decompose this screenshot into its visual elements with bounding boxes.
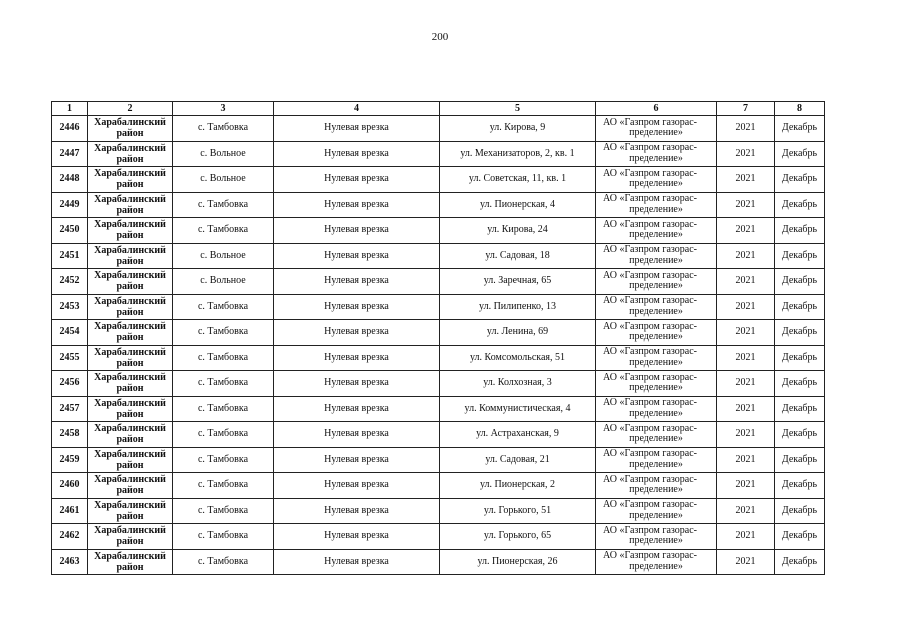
settlement-cell: с. Тамбовка xyxy=(173,473,274,499)
organization-line-1: АО «Газпром газорас- xyxy=(603,499,697,511)
organization-line-2: пределение» xyxy=(629,484,683,496)
settlement-cell: с. Тамбовка xyxy=(173,345,274,371)
district-line-1: Харабалинский xyxy=(94,550,166,562)
header-row xyxy=(52,102,825,116)
organization-cell xyxy=(596,269,717,295)
work-type-cell: Нулевая врезка xyxy=(274,116,440,142)
district-line-2: район xyxy=(116,281,144,293)
row-number-cell: 2449 xyxy=(52,192,88,218)
address-cell: ул. Заречная, 65 xyxy=(440,269,596,295)
row-number-cell: 2452 xyxy=(52,269,88,295)
row-number-cell: 2447 xyxy=(52,141,88,167)
year-cell: 2021 xyxy=(717,473,775,499)
district-cell xyxy=(88,498,173,524)
table-row xyxy=(52,396,825,422)
address-cell: ул. Пионерская, 2 xyxy=(440,473,596,499)
table-row xyxy=(52,167,825,193)
work-type-cell: Нулевая врезка xyxy=(274,269,440,295)
address-cell: ул. Пилипенко, 13 xyxy=(440,294,596,320)
district-cell xyxy=(88,294,173,320)
district-line-1: Харабалинский xyxy=(94,219,166,231)
year-cell: 2021 xyxy=(717,218,775,244)
organization-line-1: АО «Газпром газорас- xyxy=(603,142,697,154)
settlement-cell: с. Тамбовка xyxy=(173,498,274,524)
table-row xyxy=(52,498,825,524)
table-row xyxy=(52,192,825,218)
settlement-cell: с. Тамбовка xyxy=(173,396,274,422)
organization-cell xyxy=(596,116,717,142)
work-type-cell: Нулевая врезка xyxy=(274,371,440,397)
work-type-cell: Нулевая врезка xyxy=(274,524,440,550)
year-cell: 2021 xyxy=(717,320,775,346)
address-cell: ул. Коммунистическая, 4 xyxy=(440,396,596,422)
organization-line-1: АО «Газпром газорас- xyxy=(603,422,697,434)
settlement-cell: с. Тамбовка xyxy=(173,549,274,575)
organization-line-2: пределение» xyxy=(629,127,683,139)
column-header: 4 xyxy=(274,102,440,116)
district-cell xyxy=(88,473,173,499)
table-row xyxy=(52,218,825,244)
district-line-2: район xyxy=(116,485,144,497)
address-cell: ул. Механизаторов, 2, кв. 1 xyxy=(440,141,596,167)
district-line-2: район xyxy=(116,357,144,369)
month-cell: Декабрь xyxy=(775,320,825,346)
row-number-cell: 2453 xyxy=(52,294,88,320)
row-number-cell: 2461 xyxy=(52,498,88,524)
row-number-cell: 2458 xyxy=(52,422,88,448)
address-cell: ул. Колхозная, 3 xyxy=(440,371,596,397)
organization-line-2: пределение» xyxy=(629,254,683,266)
row-number-cell: 2448 xyxy=(52,167,88,193)
row-number-cell: 2463 xyxy=(52,549,88,575)
organization-line-1: АО «Газпром газорас- xyxy=(603,244,697,256)
organization-line-1: АО «Газпром газорас- xyxy=(603,371,697,383)
month-cell: Декабрь xyxy=(775,116,825,142)
table-row xyxy=(52,473,825,499)
settlement-cell: с. Вольное xyxy=(173,269,274,295)
column-header: 6 xyxy=(596,102,717,116)
district-line-2: район xyxy=(116,230,144,242)
table-row xyxy=(52,116,825,142)
organization-line-2: пределение» xyxy=(629,152,683,164)
work-type-cell: Нулевая врезка xyxy=(274,549,440,575)
organization-cell xyxy=(596,371,717,397)
organization-line-2: пределение» xyxy=(629,509,683,521)
district-cell xyxy=(88,371,173,397)
column-header: 5 xyxy=(440,102,596,116)
row-number-cell: 2454 xyxy=(52,320,88,346)
district-line-1: Харабалинский xyxy=(94,270,166,282)
district-line-2: район xyxy=(116,306,144,318)
month-cell: Декабрь xyxy=(775,422,825,448)
settlement-cell: с. Вольное xyxy=(173,243,274,269)
organization-line-1: АО «Газпром газорас- xyxy=(603,524,697,536)
settlement-cell: с. Тамбовка xyxy=(173,524,274,550)
organization-cell xyxy=(596,345,717,371)
district-cell xyxy=(88,243,173,269)
row-number-cell: 2456 xyxy=(52,371,88,397)
year-cell: 2021 xyxy=(717,116,775,142)
organization-line-2: пределение» xyxy=(629,535,683,547)
organization-line-1: АО «Газпром газорас- xyxy=(603,116,697,128)
organization-line-2: пределение» xyxy=(629,560,683,572)
organization-cell xyxy=(596,524,717,550)
district-cell xyxy=(88,549,173,575)
month-cell: Декабрь xyxy=(775,345,825,371)
table-row xyxy=(52,269,825,295)
year-cell: 2021 xyxy=(717,396,775,422)
table-row xyxy=(52,141,825,167)
year-cell: 2021 xyxy=(717,141,775,167)
row-number-cell: 2462 xyxy=(52,524,88,550)
year-cell: 2021 xyxy=(717,549,775,575)
column-header: 8 xyxy=(775,102,825,116)
work-type-cell: Нулевая врезка xyxy=(274,473,440,499)
organization-cell xyxy=(596,498,717,524)
organization-cell xyxy=(596,294,717,320)
district-cell xyxy=(88,422,173,448)
row-number-cell: 2446 xyxy=(52,116,88,142)
organization-line-2: пределение» xyxy=(629,407,683,419)
year-cell: 2021 xyxy=(717,498,775,524)
work-type-cell: Нулевая врезка xyxy=(274,192,440,218)
column-header: 7 xyxy=(717,102,775,116)
organization-line-2: пределение» xyxy=(629,305,683,317)
district-line-2: район xyxy=(116,459,144,471)
district-line-1: Харабалинский xyxy=(94,168,166,180)
organization-line-2: пределение» xyxy=(629,203,683,215)
work-type-cell: Нулевая врезка xyxy=(274,498,440,524)
district-line-1: Харабалинский xyxy=(94,193,166,205)
district-cell xyxy=(88,396,173,422)
district-line-2: район xyxy=(116,153,144,165)
address-cell: ул. Садовая, 21 xyxy=(440,447,596,473)
organization-cell xyxy=(596,192,717,218)
organization-line-2: пределение» xyxy=(629,433,683,445)
month-cell: Декабрь xyxy=(775,371,825,397)
district-line-1: Харабалинский xyxy=(94,423,166,435)
organization-cell xyxy=(596,320,717,346)
table-row xyxy=(52,294,825,320)
district-line-2: район xyxy=(116,510,144,522)
address-cell: ул. Пионерская, 26 xyxy=(440,549,596,575)
district-line-1: Харабалинский xyxy=(94,397,166,409)
table-body xyxy=(52,116,825,575)
table-row xyxy=(52,524,825,550)
organization-line-2: пределение» xyxy=(629,458,683,470)
address-cell: ул. Астраханская, 9 xyxy=(440,422,596,448)
work-type-cell: Нулевая врезка xyxy=(274,218,440,244)
organization-line-2: пределение» xyxy=(629,280,683,292)
column-header: 1 xyxy=(52,102,88,116)
district-line-2: район xyxy=(116,332,144,344)
organization-line-1: АО «Газпром газорас- xyxy=(603,269,697,281)
month-cell: Декабрь xyxy=(775,447,825,473)
organization-line-2: пределение» xyxy=(629,356,683,368)
district-line-2: район xyxy=(116,561,144,573)
address-cell: ул. Пионерская, 4 xyxy=(440,192,596,218)
district-line-1: Харабалинский xyxy=(94,295,166,307)
district-line-1: Харабалинский xyxy=(94,346,166,358)
table-row xyxy=(52,243,825,269)
organization-line-1: АО «Газпром газорас- xyxy=(603,320,697,332)
organization-line-2: пределение» xyxy=(629,382,683,394)
district-cell xyxy=(88,192,173,218)
district-line-1: Харабалинский xyxy=(94,142,166,154)
work-type-cell: Нулевая врезка xyxy=(274,167,440,193)
column-header: 2 xyxy=(88,102,173,116)
address-cell: ул. Горького, 51 xyxy=(440,498,596,524)
district-cell xyxy=(88,167,173,193)
district-cell xyxy=(88,141,173,167)
month-cell: Декабрь xyxy=(775,473,825,499)
district-line-2: район xyxy=(116,536,144,548)
month-cell: Декабрь xyxy=(775,269,825,295)
district-cell xyxy=(88,524,173,550)
address-cell: ул. Кирова, 24 xyxy=(440,218,596,244)
year-cell: 2021 xyxy=(717,371,775,397)
organization-cell xyxy=(596,447,717,473)
address-cell: ул. Советская, 11, кв. 1 xyxy=(440,167,596,193)
organization-line-1: АО «Газпром газорас- xyxy=(603,218,697,230)
organization-cell xyxy=(596,396,717,422)
organization-line-2: пределение» xyxy=(629,331,683,343)
organization-cell xyxy=(596,167,717,193)
table-row xyxy=(52,320,825,346)
settlement-cell: с. Вольное xyxy=(173,167,274,193)
district-line-2: район xyxy=(116,128,144,140)
organization-cell xyxy=(596,422,717,448)
organization-cell xyxy=(596,243,717,269)
row-number-cell: 2455 xyxy=(52,345,88,371)
district-cell xyxy=(88,269,173,295)
work-type-cell: Нулевая врезка xyxy=(274,447,440,473)
month-cell: Декабрь xyxy=(775,243,825,269)
page-number: 200 xyxy=(431,31,449,43)
year-cell: 2021 xyxy=(717,447,775,473)
district-line-1: Харабалинский xyxy=(94,474,166,486)
work-type-cell: Нулевая врезка xyxy=(274,396,440,422)
district-line-2: район xyxy=(116,434,144,446)
year-cell: 2021 xyxy=(717,524,775,550)
organization-cell xyxy=(596,141,717,167)
address-cell: ул. Кирова, 9 xyxy=(440,116,596,142)
table-row xyxy=(52,549,825,575)
organization-line-2: пределение» xyxy=(629,229,683,241)
district-line-1: Харабалинский xyxy=(94,372,166,384)
district-line-2: район xyxy=(116,255,144,267)
district-line-1: Харабалинский xyxy=(94,525,166,537)
year-cell: 2021 xyxy=(717,167,775,193)
table-row xyxy=(52,345,825,371)
row-number-cell: 2450 xyxy=(52,218,88,244)
month-cell: Декабрь xyxy=(775,192,825,218)
month-cell: Декабрь xyxy=(775,498,825,524)
district-cell xyxy=(88,447,173,473)
work-type-cell: Нулевая врезка xyxy=(274,141,440,167)
year-cell: 2021 xyxy=(717,294,775,320)
district-line-2: район xyxy=(116,383,144,395)
month-cell: Декабрь xyxy=(775,141,825,167)
settlement-cell: с. Тамбовка xyxy=(173,192,274,218)
organization-line-1: АО «Газпром газорас- xyxy=(603,193,697,205)
address-cell: ул. Комсомольская, 51 xyxy=(440,345,596,371)
month-cell: Декабрь xyxy=(775,524,825,550)
work-type-cell: Нулевая врезка xyxy=(274,243,440,269)
district-line-2: район xyxy=(116,408,144,420)
table-row xyxy=(52,447,825,473)
row-number-cell: 2460 xyxy=(52,473,88,499)
district-cell xyxy=(88,345,173,371)
address-cell: ул. Садовая, 18 xyxy=(440,243,596,269)
year-cell: 2021 xyxy=(717,269,775,295)
month-cell: Декабрь xyxy=(775,167,825,193)
settlement-cell: с. Тамбовка xyxy=(173,116,274,142)
year-cell: 2021 xyxy=(717,345,775,371)
organization-line-1: АО «Газпром газорас- xyxy=(603,346,697,358)
year-cell: 2021 xyxy=(717,422,775,448)
organization-line-1: АО «Газпром газорас- xyxy=(603,550,697,562)
organization-line-1: АО «Газпром газорас- xyxy=(603,397,697,409)
row-number-cell: 2459 xyxy=(52,447,88,473)
settlement-cell: с. Тамбовка xyxy=(173,218,274,244)
organization-line-1: АО «Газпром газорас- xyxy=(603,448,697,460)
year-cell: 2021 xyxy=(717,243,775,269)
district-line-2: район xyxy=(116,179,144,191)
district-line-2: район xyxy=(116,204,144,216)
settlement-cell: с. Тамбовка xyxy=(173,294,274,320)
address-cell: ул. Ленина, 69 xyxy=(440,320,596,346)
district-line-1: Харабалинский xyxy=(94,499,166,511)
table-row xyxy=(52,371,825,397)
work-type-cell: Нулевая врезка xyxy=(274,422,440,448)
organization-line-1: АО «Газпром газорас- xyxy=(603,295,697,307)
month-cell: Декабрь xyxy=(775,549,825,575)
organization-cell xyxy=(596,473,717,499)
settlement-cell: с. Вольное xyxy=(173,141,274,167)
work-type-cell: Нулевая врезка xyxy=(274,345,440,371)
district-line-1: Харабалинский xyxy=(94,448,166,460)
organization-cell xyxy=(596,549,717,575)
address-cell: ул. Горького, 65 xyxy=(440,524,596,550)
column-header: 3 xyxy=(173,102,274,116)
settlement-cell: с. Тамбовка xyxy=(173,320,274,346)
row-number-cell: 2457 xyxy=(52,396,88,422)
district-line-1: Харабалинский xyxy=(94,321,166,333)
work-type-cell: Нулевая врезка xyxy=(274,320,440,346)
settlement-cell: с. Тамбовка xyxy=(173,447,274,473)
district-cell xyxy=(88,218,173,244)
work-type-cell: Нулевая врезка xyxy=(274,294,440,320)
settlement-cell: с. Тамбовка xyxy=(173,371,274,397)
district-cell xyxy=(88,116,173,142)
settlement-cell: с. Тамбовка xyxy=(173,422,274,448)
district-cell xyxy=(88,320,173,346)
district-line-1: Харабалинский xyxy=(94,117,166,129)
organization-line-2: пределение» xyxy=(629,178,683,190)
year-cell: 2021 xyxy=(717,192,775,218)
organization-cell xyxy=(596,218,717,244)
month-cell: Декабрь xyxy=(775,396,825,422)
month-cell: Декабрь xyxy=(775,218,825,244)
row-number-cell: 2451 xyxy=(52,243,88,269)
register-table xyxy=(51,101,825,575)
organization-line-1: АО «Газпром газорас- xyxy=(603,473,697,485)
district-line-1: Харабалинский xyxy=(94,244,166,256)
organization-line-1: АО «Газпром газорас- xyxy=(603,167,697,179)
month-cell: Декабрь xyxy=(775,294,825,320)
table-row xyxy=(52,422,825,448)
